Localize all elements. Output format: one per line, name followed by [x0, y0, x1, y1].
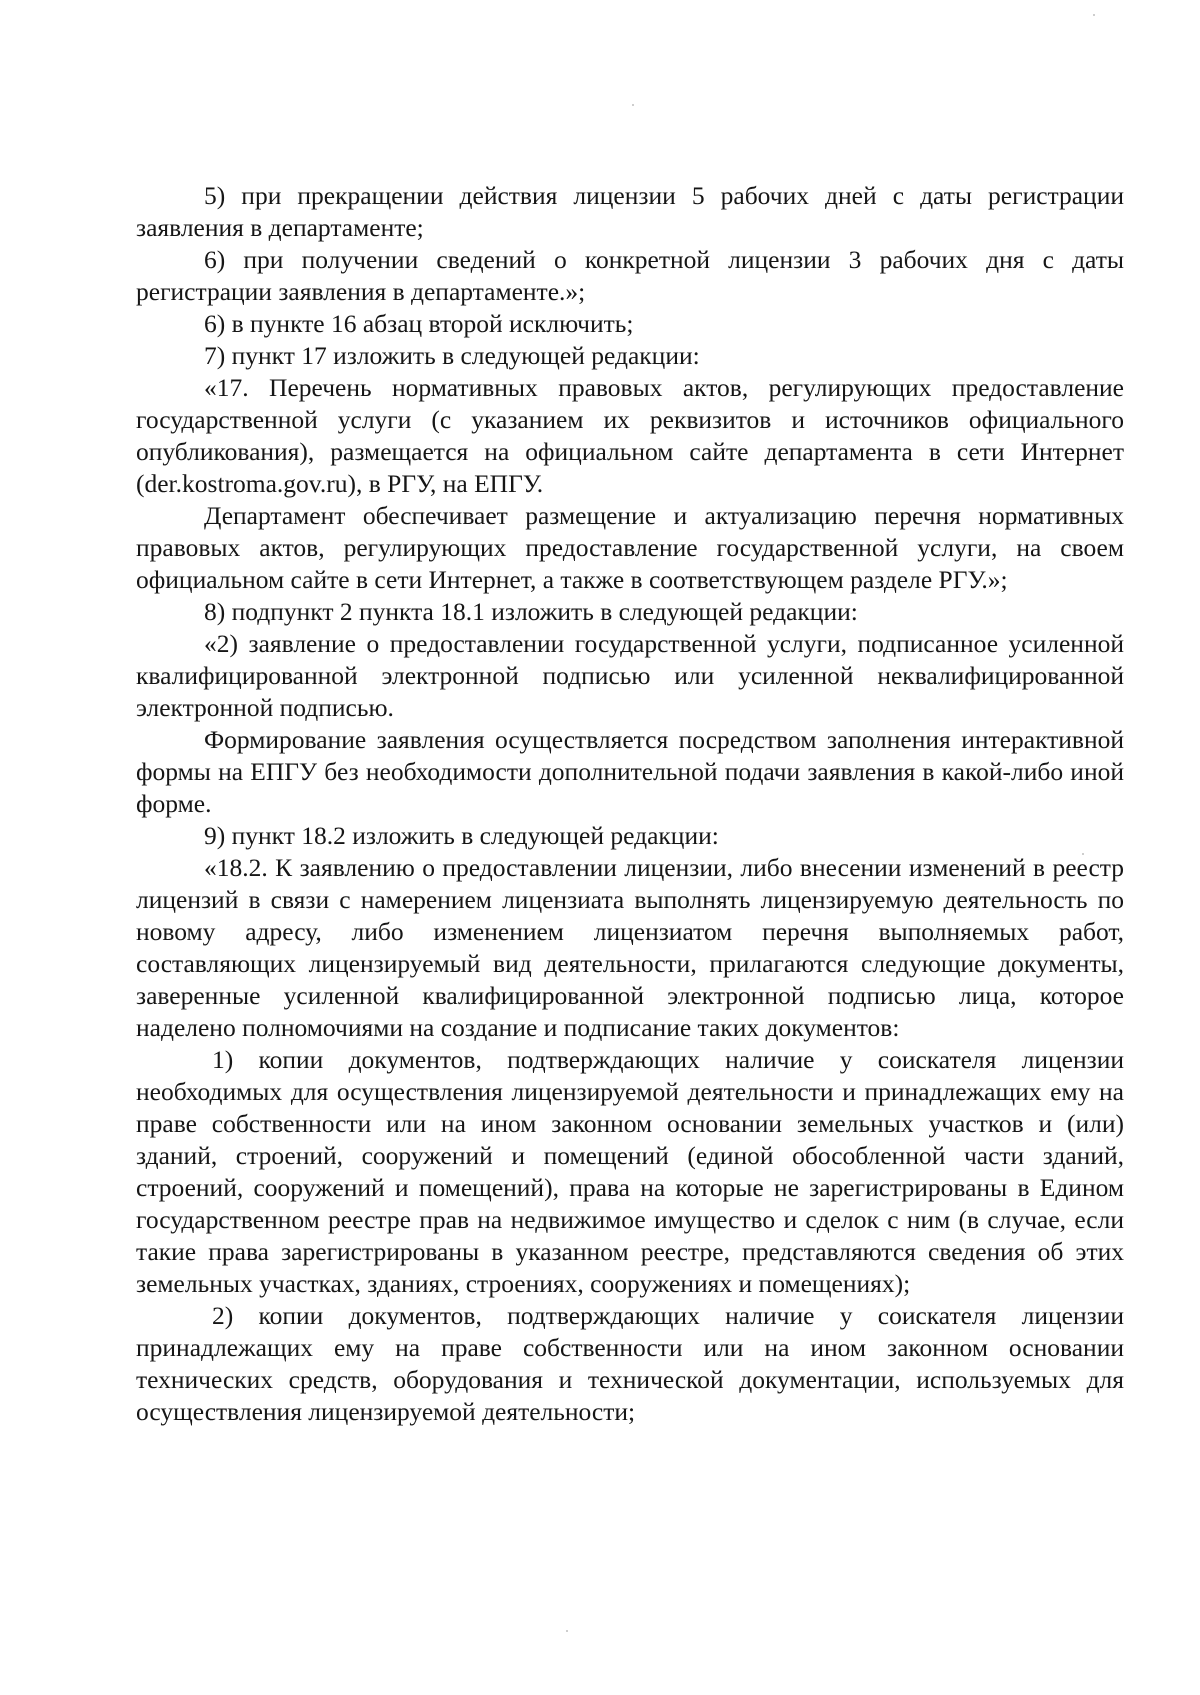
paragraph: 6) в пункте 16 абзац второй исключить;	[204, 309, 634, 338]
scan-speck	[1093, 14, 1095, 16]
paragraph: Департамент обеспечивает размещение и актуализацию перечня нормативных правовых актов, регулирующих предоставление государственной услуги, на своем официальном сайте в сети Интернет, а также в соответствующем разделе РГУ.»;	[136, 501, 1124, 594]
paragraph: 7) пункт 17 изложить в следующей редакции:	[204, 341, 700, 370]
scan-speck	[632, 104, 634, 106]
scan-speck	[566, 1630, 568, 1632]
paragraph: Формирование заявления осуществляется посредством заполнения интерактивной формы на ЕПГУ без необходимости дополнительной подачи заявления в какой-либо иной форме.	[136, 725, 1124, 818]
paragraph: 8) подпункт 2 пункта 18.1 изложить в следующей редакции:	[204, 597, 858, 626]
paragraph: 1) копии документов, подтверждающих наличие у соискателя лицензии необходимых для осуществления лицензируемой деятельности и принадлежащих ему на праве собственности или на ином законном основании земельных участков и (или) зданий, строений, сооружений и помещений (единой обособленной части зданий, строений, сооружений и помещений), права на которые не зарегистрированы в Едином государственном реестре прав на недвижимое имущество и сделок с ним (в случае, если такие права зарегистрированы в указанном реестре, представляются сведения об этих земельных участках, зданиях, строениях, сооружениях и помещениях);	[136, 1045, 1124, 1298]
paragraph: 5) при прекращении действия лицензии 5 рабочих дней с даты регистрации заявления в департаменте;	[136, 181, 1124, 242]
paragraph: «18.2. К заявлению о предоставлении лицензии, либо внесении изменений в реестр лицензий в связи с намерением лицензиата выполнять лицензируемую деятельность по новому адресу, либо изменением лицензиатом перечня выполняемых работ, составляющих лицензируемый вид деятельности, прилагаются следующие документы, заверенные усиленной квалифицированной электронной подписью лица, которое наделено полномочиями на создание и подписание таких документов:	[136, 853, 1124, 1042]
paragraph: «2) заявление о предоставлении государственной услуги, подписанное усиленной квалифицированной электронной подписью или усиленной неквалифицированной электронной подписью.	[136, 629, 1124, 722]
paragraph: 6) при получении сведений о конкретной лицензии 3 рабочих дня с даты регистрации заявления в департаменте.»;	[136, 245, 1124, 306]
paragraph: 2) копии документов, подтверждающих наличие у соискателя лицензии принадлежащих ему на праве собственности или на ином законном основании технических средств, оборудования и технической документации, используемых для осуществления лицензируемой деятельности;	[136, 1301, 1124, 1426]
paragraph: 9) пункт 18.2 изложить в следующей редакции:	[204, 821, 719, 850]
paragraph: «17. Перечень нормативных правовых актов, регулирующих предоставление государственной услуги (с указанием их реквизитов и источников официального опубликования), размещается на официальном сайте департамента в сети Интернет (der.kostroma.gov.ru), в РГУ, на ЕПГУ.	[136, 373, 1124, 498]
document-body	[136, 180, 1124, 1428]
